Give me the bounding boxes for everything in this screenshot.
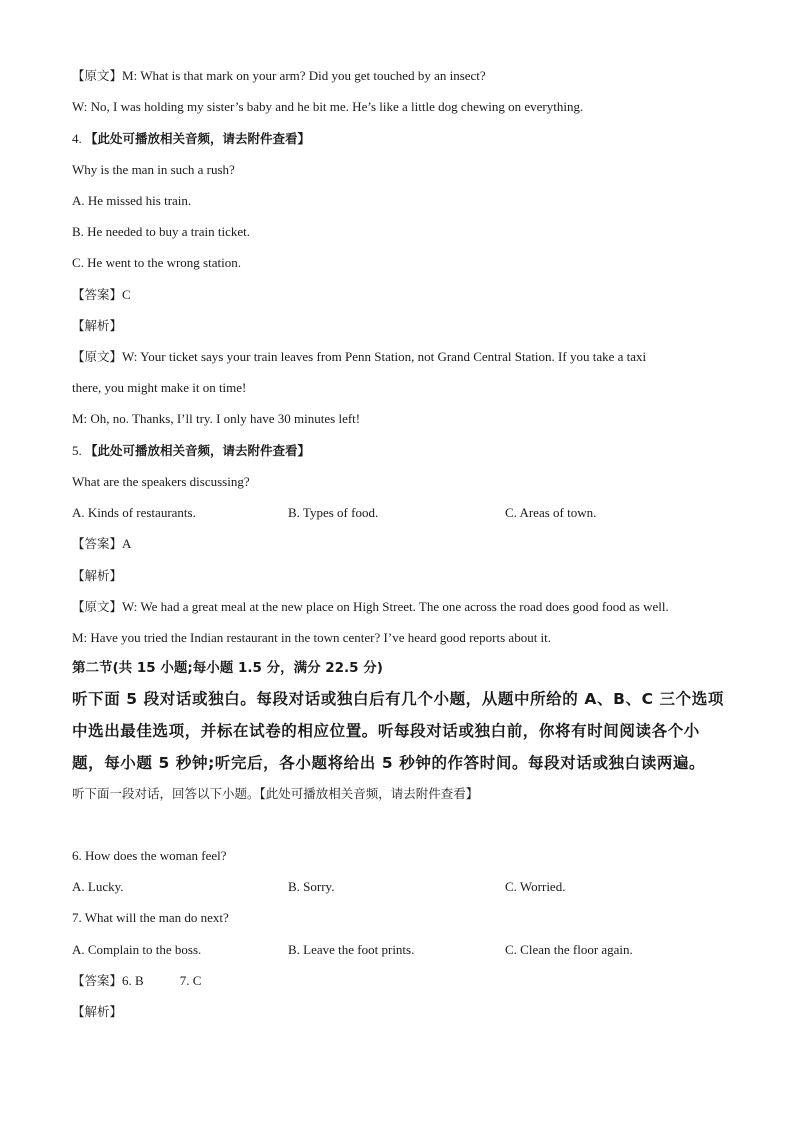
question-4-transcript-w1: [72, 348, 646, 366]
transcript-text: W: Your ticket says your train leaves from Penn Station, not Grand Central Station. If you take a taxi: [122, 349, 647, 364]
transcript-line-m: [72, 67, 486, 85]
question-6-text: 6. How does the woman feel?: [72, 848, 227, 863]
question-4-option-b: B. He needed to buy a train ticket.: [72, 224, 250, 239]
question-5-option-b: B. Types of food.: [288, 505, 379, 520]
audio-note-link[interactable]: 【此处可播放相关音频，请去附件查看】: [85, 443, 311, 458]
transcript-tag: 【原文】: [72, 599, 123, 614]
question-5-option-a: A. Kinds of restaurants.: [72, 505, 196, 520]
question-4-answer: [72, 286, 131, 304]
question-4-header: [72, 130, 310, 148]
answer-tag: 【答案】: [72, 287, 123, 302]
section-2-instruction-3: 题，每小题 5 秒钟;听完后，各小题将给出 5 秒钟的作答时间。每段对话或独白读两遍。: [72, 754, 706, 772]
answer-value: A: [122, 536, 132, 551]
answer-tag: 【答案】: [72, 536, 123, 551]
question-4-option-c: C. He went to the wrong station.: [72, 255, 241, 270]
question-7-option-a: A. Complain to the boss.: [72, 942, 202, 957]
transcript-text: W: We had a great meal at the new place on High Street. The one across the road does good food as well.: [122, 599, 669, 614]
question-5-analysis-tag: 【解析】: [72, 568, 123, 583]
transcript-line-w: W: No, I was holding my sister’s baby and he bit me. He’s like a little dog chewing on everything.: [72, 99, 584, 114]
section-2-instruction-2: 中选出最佳选项，并标在试卷的相应位置。听每段对话或独白前，你将有时间阅读各个小: [72, 722, 700, 740]
question-number: 5.: [72, 443, 82, 458]
question-number: 4.: [72, 131, 82, 146]
section-2-heading: 第二节(共 15 小题;每小题 1.5 分，满分 22.5 分): [72, 660, 383, 676]
question-4-analysis-tag: 【解析】: [72, 318, 123, 333]
question-6-option-a: A. Lucky.: [72, 879, 124, 894]
question-5-transcript-w: [72, 598, 669, 616]
answer-6: 6. B: [122, 973, 144, 988]
question-4-transcript-m: M: Oh, no. Thanks, I’ll try. I only have 30 minutes left!: [72, 411, 361, 426]
questions-6-7-analysis-tag: 【解析】: [72, 1004, 123, 1019]
question-6-option-c: C. Worried.: [505, 879, 566, 894]
answer-7: 7. C: [179, 973, 202, 988]
question-4-option-a: A. He missed his train.: [72, 193, 192, 208]
question-6-option-b: B. Sorry.: [288, 879, 335, 894]
audio-note-link[interactable]: 【此处可播放相关音频，请去附件查看】: [85, 131, 311, 146]
transcript-tag: 【原文】: [72, 349, 123, 364]
transcript-text: M: What is that mark on your arm? Did you get touched by an insect?: [122, 68, 486, 83]
answer-tag: 【答案】: [72, 973, 123, 988]
answer-value: C: [122, 287, 131, 302]
transcript-tag: 【原文】: [72, 68, 123, 83]
question-7-option-b: B. Leave the foot prints.: [288, 942, 415, 957]
dialog-intro: 听下面一段对话，回答以下小题。【此处可播放相关音频，请去附件查看】: [72, 786, 479, 801]
question-5-text: What are the speakers discussing?: [72, 474, 250, 489]
question-7-text: 7. What will the man do next?: [72, 910, 229, 925]
question-5-option-c: C. Areas of town.: [505, 505, 597, 520]
question-5-header: [72, 442, 310, 460]
questions-6-7-answer: [72, 972, 201, 990]
question-4-transcript-w2: there, you might make it on time!: [72, 380, 247, 395]
question-7-option-c: C. Clean the floor again.: [505, 942, 633, 957]
question-5-answer: [72, 535, 131, 553]
section-2-instruction-1: 听下面 5 段对话或独白。每段对话或独白后有几个小题，从题中所给的 A、B、C 三个选项: [72, 690, 724, 708]
question-5-transcript-m: M: Have you tried the Indian restaurant in the town center? I’ve heard good reports about it.: [72, 630, 552, 645]
question-4-text: Why is the man in such a rush?: [72, 162, 235, 177]
